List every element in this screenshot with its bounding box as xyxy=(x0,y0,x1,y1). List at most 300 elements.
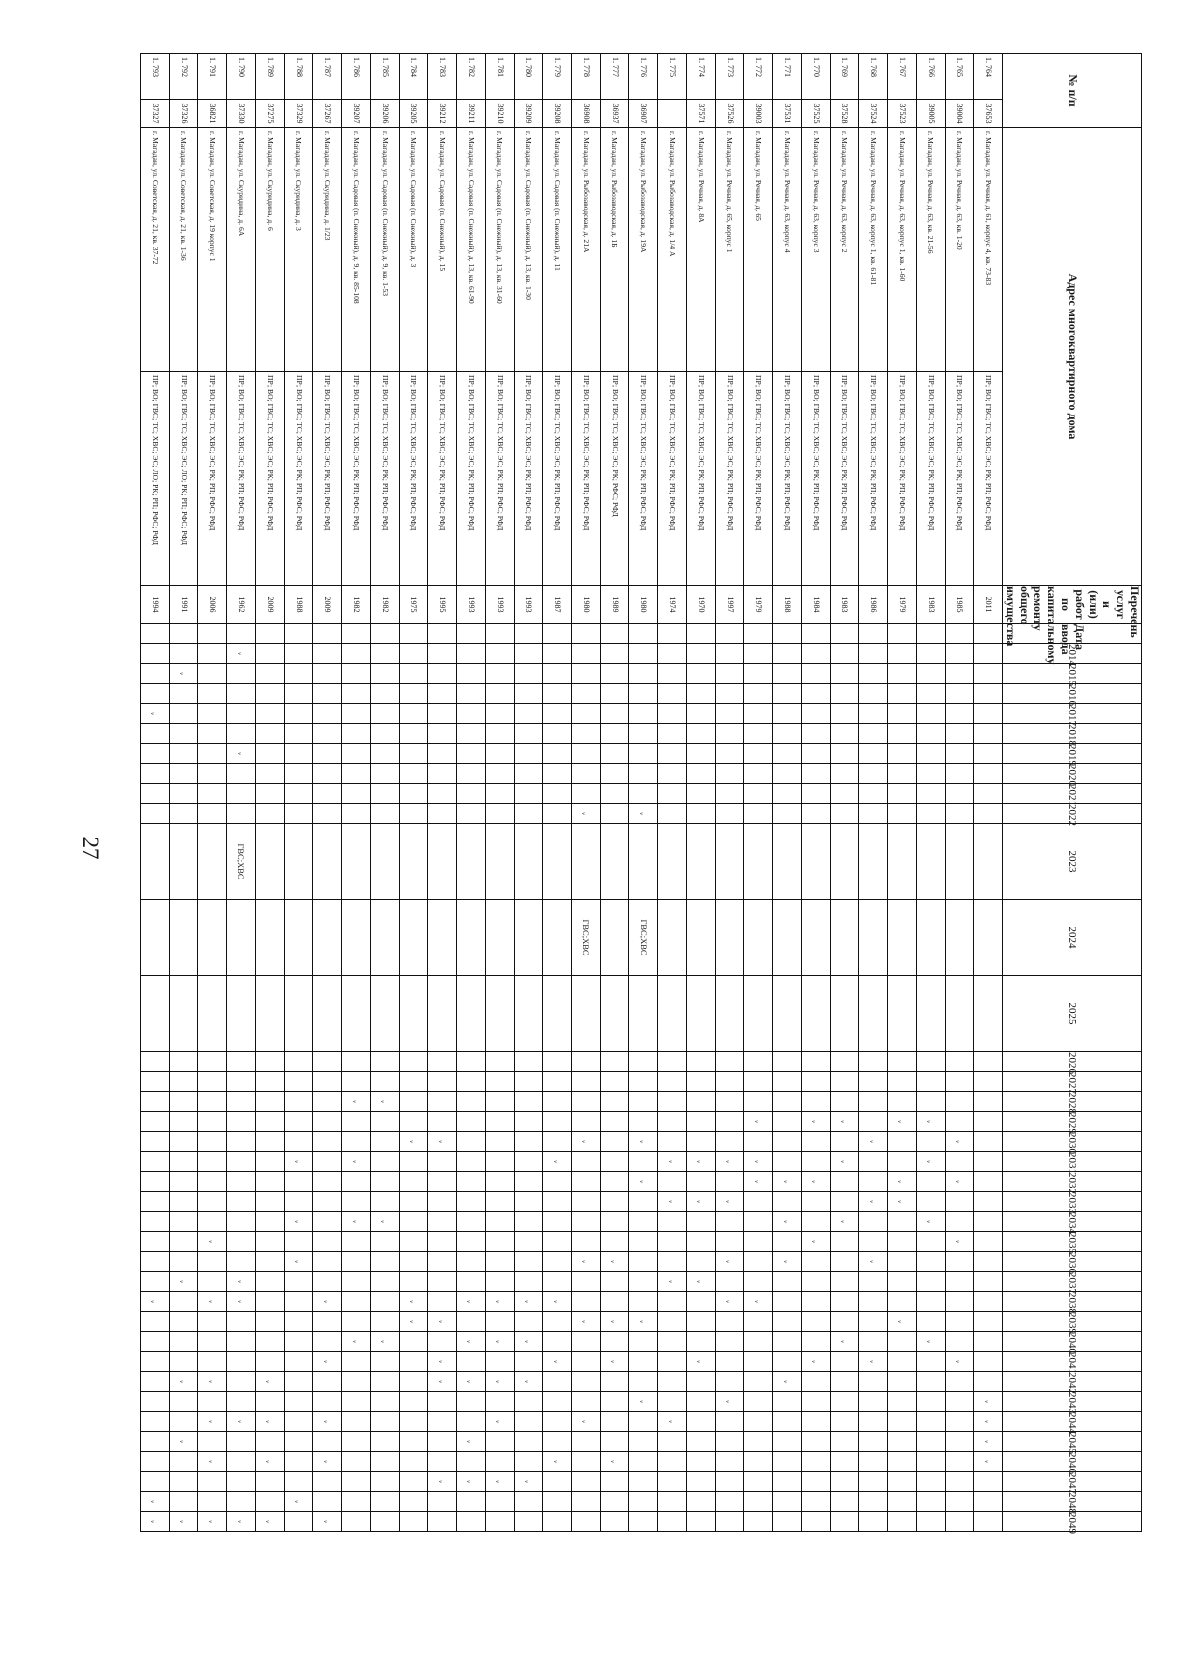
year-cell xyxy=(457,1312,486,1332)
year-cell xyxy=(457,1512,486,1532)
year-cell xyxy=(514,1252,543,1272)
year-cell xyxy=(572,764,601,784)
year-cell xyxy=(859,1072,888,1092)
check-mark: ᵥ xyxy=(830,1112,859,1132)
year-cell xyxy=(485,1172,514,1192)
house-code xyxy=(658,100,687,128)
year-cell xyxy=(658,1172,687,1192)
year-cell xyxy=(600,1212,629,1232)
year-cell xyxy=(485,1192,514,1212)
works-list: ПР; ВО; ГВС; ТС; ХВС; ЭС; РК; РП; РФС; РФД xyxy=(227,372,256,586)
year-cell xyxy=(945,684,974,704)
year-cell xyxy=(370,976,399,1052)
year-cell xyxy=(744,1352,773,1372)
year-cell xyxy=(974,1352,1003,1372)
commissioning-year: 1995 xyxy=(428,586,457,624)
year-cell xyxy=(255,1352,284,1372)
year-cell xyxy=(543,704,572,724)
year-cell xyxy=(169,784,198,804)
year-cell xyxy=(141,664,170,684)
check-mark: ᵥ xyxy=(888,1312,917,1332)
year-cell xyxy=(514,1272,543,1292)
year-cell xyxy=(600,976,629,1052)
check-mark: ᵥ xyxy=(169,1272,198,1292)
year-cell xyxy=(370,704,399,724)
year-cell xyxy=(830,1132,859,1152)
year-cell xyxy=(715,1172,744,1192)
year-cell xyxy=(916,1252,945,1272)
year-cell xyxy=(830,1392,859,1412)
year-cell xyxy=(255,1432,284,1452)
works-list: ПР; ВО; ГВС; ТС; ХВС; ЭС; РК; РП; РФС; РФД xyxy=(773,372,802,586)
commissioning-year: 1983 xyxy=(916,586,945,624)
year-cell xyxy=(629,1072,658,1092)
year-cell xyxy=(255,764,284,784)
year-cell xyxy=(342,1312,371,1332)
year-cell xyxy=(686,1512,715,1532)
year-cell xyxy=(686,1392,715,1412)
year-cell xyxy=(773,1512,802,1532)
year-cell xyxy=(342,1512,371,1532)
year-cell xyxy=(428,1292,457,1312)
year-cell xyxy=(686,1292,715,1312)
year-cell xyxy=(198,900,227,976)
year-cell xyxy=(715,664,744,684)
year-cell xyxy=(629,1412,658,1432)
year-cell xyxy=(198,1332,227,1352)
year-cell xyxy=(198,1352,227,1372)
year-cell xyxy=(370,624,399,644)
works-list: ПР; ВО; ГВС; ТС; ХВС; ЭС; РК; РП; РФС; РФД xyxy=(859,372,888,586)
year-cell xyxy=(658,1052,687,1072)
year-cell xyxy=(715,1312,744,1332)
year-cell xyxy=(859,704,888,724)
row-number: 1. 778 xyxy=(572,54,601,100)
year-cell xyxy=(428,1452,457,1472)
year-cell xyxy=(801,1152,830,1172)
year-cell xyxy=(715,1112,744,1132)
year-cell xyxy=(916,1392,945,1412)
year-cell xyxy=(974,1312,1003,1332)
year-cell xyxy=(888,1212,917,1232)
year-cell xyxy=(370,1512,399,1532)
check-mark: ᵥ xyxy=(830,1152,859,1172)
house-code: 39210 xyxy=(485,100,514,128)
year-cell xyxy=(974,1112,1003,1132)
year-cell xyxy=(169,1452,198,1472)
commissioning-year: 2006 xyxy=(198,586,227,624)
year-cell xyxy=(801,1312,830,1332)
year-cell xyxy=(227,1392,256,1412)
year-cell xyxy=(600,1472,629,1492)
row-number: 1. 782 xyxy=(457,54,486,100)
header-year: 2024 xyxy=(1003,900,1142,976)
year-cell xyxy=(313,900,342,976)
year-cell xyxy=(227,900,256,976)
year-cell xyxy=(284,684,313,704)
commissioning-year: 1975 xyxy=(399,586,428,624)
year-cell xyxy=(284,644,313,664)
year-cell xyxy=(945,764,974,784)
year-cell xyxy=(773,684,802,704)
house-code: 36821 xyxy=(198,100,227,128)
year-cell xyxy=(801,684,830,704)
year-cell xyxy=(715,804,744,824)
year-cell xyxy=(313,1052,342,1072)
year-cell xyxy=(485,764,514,784)
header-year: 2042 xyxy=(1003,1372,1142,1392)
year-cell xyxy=(773,824,802,900)
works-list: ПР; ВО; ГВС; ТС; ХВС; ЭС; РК; РП; РФС; РФД xyxy=(198,372,227,586)
commissioning-year: 1970 xyxy=(686,586,715,624)
check-mark: ᵥ xyxy=(457,1432,486,1452)
year-cell xyxy=(514,900,543,976)
check-mark: ᵥ xyxy=(572,1412,601,1432)
commissioning-year: 1979 xyxy=(888,586,917,624)
year-cell xyxy=(342,624,371,644)
year-cell xyxy=(888,1372,917,1392)
commissioning-year: 1982 xyxy=(370,586,399,624)
year-cell xyxy=(198,1312,227,1332)
year-cell xyxy=(370,1052,399,1072)
year-cell xyxy=(658,1472,687,1492)
table-row xyxy=(888,54,917,1532)
year-cell xyxy=(457,744,486,764)
year-cell xyxy=(342,1352,371,1372)
house-code: 39212 xyxy=(428,100,457,128)
year-cell xyxy=(485,1252,514,1272)
check-mark: ᵥ xyxy=(514,1372,543,1392)
check-mark: ᵥ xyxy=(284,1252,313,1272)
check-mark: ᵥ xyxy=(284,1492,313,1512)
year-cell xyxy=(543,764,572,784)
year-cell xyxy=(543,784,572,804)
year-cell xyxy=(629,1252,658,1272)
year-cell xyxy=(945,1332,974,1352)
year-cell xyxy=(457,1252,486,1272)
year-cell xyxy=(859,784,888,804)
year-cell xyxy=(428,784,457,804)
row-number: 1. 793 xyxy=(141,54,170,100)
year-cell xyxy=(859,1392,888,1412)
year-cell xyxy=(255,1392,284,1412)
works-list: ПР; ВО; ГВС; ТС; ХВС; ЭС; РК; РП; РФС; РФД xyxy=(945,372,974,586)
year-cell xyxy=(227,1212,256,1232)
year-cell xyxy=(198,1052,227,1072)
check-mark: ᵥ xyxy=(974,1392,1003,1412)
year-cell xyxy=(514,824,543,900)
year-cell xyxy=(342,744,371,764)
year-cell xyxy=(744,1232,773,1252)
year-cell xyxy=(457,644,486,664)
commissioning-year: 1988 xyxy=(284,586,313,624)
header-year: 2035 xyxy=(1003,1232,1142,1252)
year-cell xyxy=(629,1292,658,1312)
year-cell xyxy=(572,1392,601,1412)
year-cell xyxy=(629,976,658,1052)
commissioning-year: 1994 xyxy=(141,586,170,624)
year-cell xyxy=(399,1272,428,1292)
commissioning-year: 1987 xyxy=(543,586,572,624)
table-body xyxy=(141,54,1003,1532)
year-cell xyxy=(543,976,572,1052)
check-mark: ᵥ xyxy=(830,1212,859,1232)
year-cell xyxy=(514,784,543,804)
year-cell xyxy=(830,1232,859,1252)
check-mark: ᵥ xyxy=(629,1172,658,1192)
check-mark: ᵥ xyxy=(227,1292,256,1312)
check-mark: ᵥ xyxy=(141,1512,170,1532)
row-number: 1. 774 xyxy=(686,54,715,100)
works-list: ПР; ВО; ГВС; ТС; ХВС; ЭС; РК; РП; РФС; РФД xyxy=(428,372,457,586)
year-cell xyxy=(629,1432,658,1452)
year-cell xyxy=(141,900,170,976)
year-cell xyxy=(686,1132,715,1152)
year-cell xyxy=(255,684,284,704)
row-number: 1. 764 xyxy=(974,54,1003,100)
year-cell xyxy=(916,1192,945,1212)
year-cell xyxy=(342,1112,371,1132)
header-year: 2039 xyxy=(1003,1312,1142,1332)
year-cell xyxy=(830,1192,859,1212)
year-cell xyxy=(457,664,486,684)
year-cell xyxy=(370,684,399,704)
year-cell xyxy=(773,1232,802,1252)
year-cell xyxy=(744,1412,773,1432)
year-cell xyxy=(399,1072,428,1092)
year-cell xyxy=(572,724,601,744)
year-cell xyxy=(428,976,457,1052)
year-cell xyxy=(227,1432,256,1452)
year-cell xyxy=(773,1332,802,1352)
year-cell xyxy=(169,1232,198,1252)
year-cell xyxy=(658,644,687,664)
year-cell xyxy=(313,1152,342,1172)
year-cell xyxy=(945,624,974,644)
year-cell xyxy=(514,1232,543,1252)
year-cell xyxy=(572,1152,601,1172)
year-cell xyxy=(888,900,917,976)
check-mark: ᵥ xyxy=(974,1452,1003,1472)
year-cell xyxy=(658,1352,687,1372)
year-cell xyxy=(457,900,486,976)
year-cell xyxy=(227,976,256,1052)
year-cell xyxy=(543,664,572,684)
year-cell xyxy=(974,1492,1003,1512)
year-cell xyxy=(284,1192,313,1212)
year-cell xyxy=(399,1252,428,1272)
table-row xyxy=(859,54,888,1532)
capital-repair-table xyxy=(140,53,1142,1535)
year-cell xyxy=(945,1212,974,1232)
year-cell xyxy=(141,684,170,704)
year-cell xyxy=(313,1072,342,1092)
year-cell xyxy=(916,1372,945,1392)
year-cell xyxy=(485,900,514,976)
year-cell xyxy=(916,1312,945,1332)
year-cell xyxy=(686,1372,715,1392)
year-cell xyxy=(313,1092,342,1112)
year-cell xyxy=(227,684,256,704)
header-works: Перечень услуг и (или) работ по капитальному ремонту общего имущества xyxy=(1003,586,1142,665)
year-cell xyxy=(629,1232,658,1252)
year-cell xyxy=(198,1392,227,1412)
year-cell xyxy=(773,900,802,976)
year-cell xyxy=(773,1112,802,1132)
year-cell xyxy=(428,744,457,764)
year-cell xyxy=(543,804,572,824)
row-number: 1. 776 xyxy=(629,54,658,100)
check-mark: ᵥ xyxy=(227,744,256,764)
year-cell xyxy=(255,644,284,664)
year-cell xyxy=(227,764,256,784)
year-cell xyxy=(859,1332,888,1352)
year-cell xyxy=(457,1092,486,1112)
year-cell xyxy=(572,1052,601,1072)
check-mark: ᵥ xyxy=(888,1192,917,1212)
table-row xyxy=(801,54,830,1532)
year-cell xyxy=(658,684,687,704)
house-code: 39004 xyxy=(945,100,974,128)
year-cell xyxy=(313,744,342,764)
year-cell xyxy=(141,764,170,784)
year-cell xyxy=(686,624,715,644)
header-year: 2020 xyxy=(1003,764,1142,784)
year-cell xyxy=(830,744,859,764)
year-cell xyxy=(658,1212,687,1232)
year-cell xyxy=(859,976,888,1052)
year-cell xyxy=(830,976,859,1052)
year-cell xyxy=(629,1152,658,1172)
year-cell xyxy=(342,824,371,900)
check-mark: ᵥ xyxy=(686,1192,715,1212)
year-cell xyxy=(198,1152,227,1172)
year-cell xyxy=(370,1432,399,1452)
check-mark: ᵥ xyxy=(715,1252,744,1272)
house-code: 39005 xyxy=(916,100,945,128)
year-cell xyxy=(457,804,486,824)
year-cell xyxy=(859,1292,888,1312)
year-cell xyxy=(658,1092,687,1112)
year-cell xyxy=(974,1372,1003,1392)
year-cell xyxy=(916,644,945,664)
year-cell xyxy=(945,1412,974,1432)
check-mark: ᵥ xyxy=(600,1312,629,1332)
check-mark: ᵥ xyxy=(399,1312,428,1332)
year-cell xyxy=(974,1092,1003,1112)
check-mark: ᵥ xyxy=(313,1412,342,1432)
year-cell xyxy=(342,704,371,724)
check-mark: ᵥ xyxy=(945,1232,974,1252)
works-list: ПР; ВО; ГВС; ТС; ХВС; ЭС; РК; РП; РФС; РФД xyxy=(801,372,830,586)
year-cell xyxy=(629,824,658,900)
year-cell xyxy=(399,1512,428,1532)
year-cell xyxy=(974,824,1003,900)
year-cell xyxy=(284,900,313,976)
commissioning-year: 1988 xyxy=(773,586,802,624)
year-cell xyxy=(572,1092,601,1112)
year-cell xyxy=(313,1372,342,1392)
check-mark: ᵥ xyxy=(916,1152,945,1172)
year-cell xyxy=(428,624,457,644)
house-address: г. Магадан, ул. Речная, д. 63, корпус 2 xyxy=(830,128,859,372)
year-cell xyxy=(715,1132,744,1152)
year-cell xyxy=(801,624,830,644)
table-row xyxy=(457,54,486,1532)
year-cell xyxy=(916,824,945,900)
year-cell xyxy=(974,684,1003,704)
year-cell xyxy=(284,1392,313,1412)
row-number: 1. 766 xyxy=(916,54,945,100)
year-cell xyxy=(485,1272,514,1292)
year-cell xyxy=(342,1192,371,1212)
year-cell xyxy=(744,824,773,900)
year-cell xyxy=(945,704,974,724)
year-cell xyxy=(916,1052,945,1072)
row-number: 1. 779 xyxy=(543,54,572,100)
year-cell xyxy=(313,824,342,900)
house-code: 39207 xyxy=(342,100,371,128)
year-cell xyxy=(686,1332,715,1352)
year-cell xyxy=(370,900,399,976)
year-cell xyxy=(600,1272,629,1292)
year-cell xyxy=(198,1472,227,1492)
year-cell xyxy=(399,784,428,804)
year-cell xyxy=(658,1292,687,1312)
year-cell xyxy=(514,1132,543,1152)
year-cell xyxy=(715,1372,744,1392)
year-cell xyxy=(859,1272,888,1292)
year-cell xyxy=(169,1312,198,1332)
year-cell xyxy=(169,1112,198,1132)
year-cell xyxy=(428,724,457,744)
year-cell xyxy=(773,976,802,1052)
year-cell xyxy=(600,1492,629,1512)
check-mark: ᵥ xyxy=(945,1352,974,1372)
year-cell xyxy=(141,1372,170,1392)
year-cell xyxy=(974,724,1003,744)
year-cell xyxy=(572,824,601,900)
year-cell xyxy=(629,644,658,664)
year-cell xyxy=(658,1452,687,1472)
year-cell xyxy=(428,1272,457,1292)
check-mark: ᵥ xyxy=(658,1192,687,1212)
year-cell xyxy=(945,724,974,744)
year-cell xyxy=(916,1412,945,1432)
year-cell xyxy=(284,976,313,1052)
year-cell xyxy=(485,1452,514,1472)
year-cell xyxy=(888,764,917,784)
check-mark: ᵥ xyxy=(888,1172,917,1192)
year-cell xyxy=(457,1492,486,1512)
year-cell xyxy=(859,1232,888,1252)
year-cell xyxy=(370,1192,399,1212)
year-cell xyxy=(744,744,773,764)
year-cell xyxy=(169,1072,198,1092)
year-cell xyxy=(370,1252,399,1272)
year-cell xyxy=(974,1212,1003,1232)
year-cell xyxy=(543,1472,572,1492)
year-cell xyxy=(916,1352,945,1372)
row-number: 1. 771 xyxy=(773,54,802,100)
table-row xyxy=(658,54,687,1532)
row-number: 1. 769 xyxy=(830,54,859,100)
year-cell xyxy=(888,1152,917,1172)
year-cell xyxy=(830,664,859,684)
year-cell xyxy=(428,1492,457,1512)
works-list: ПР; ВО; ГВС; ТС; ХВС; ЭС; РК; РП; РФС; РФД xyxy=(313,372,342,586)
year-cell xyxy=(370,824,399,900)
